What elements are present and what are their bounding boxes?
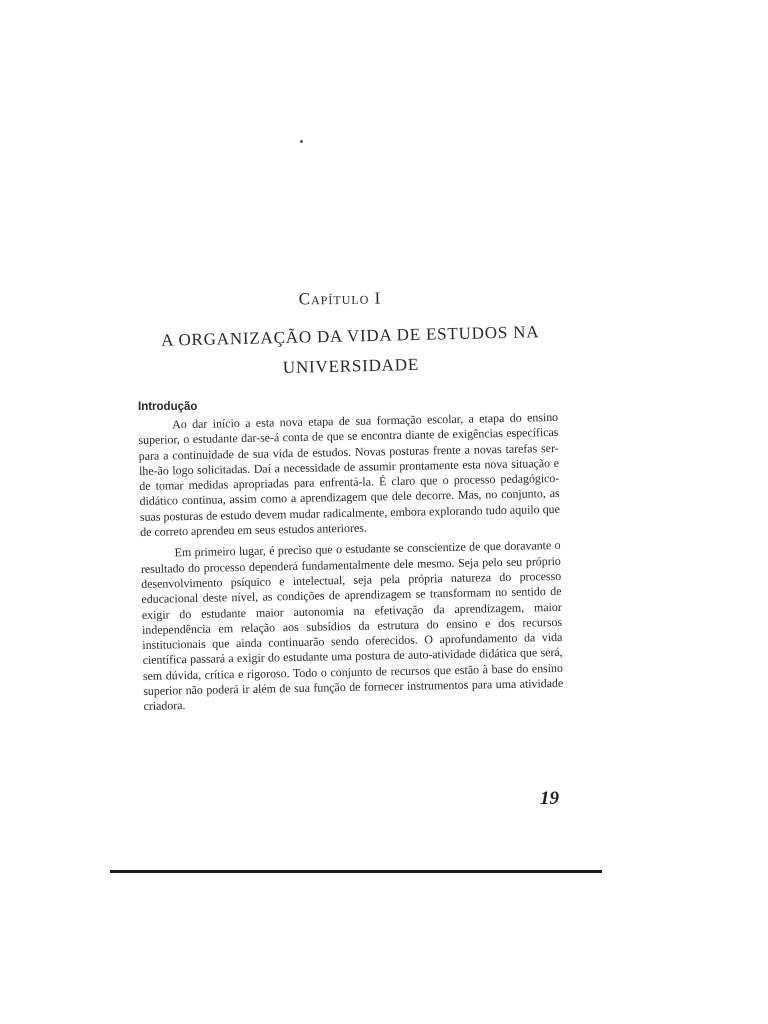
section-heading: Introdução: [138, 401, 198, 413]
chapter-label: Capítulo I: [298, 288, 382, 309]
paragraph-1: Ao dar início a esta nova etapa de sua formação escolar, a etapa do ensino superior, o estudante dar-se-á conta de que se encontra diante de exigências específicas para a continuidade de sua vida de estudos. Novas posturas frente a novas tarefas ser-lhe-ão logo solicitadas. Daí a necessidade de assumir prontamente esta nova situação e de tomar medidas apropriadas para enfrentá-la. É claro que o processo pedagógico-didático continua, assim como a aprendizagem que dele decorre. Mas, no conjunto, as suas posturas de estudo devem mudar radicalmente, embora explorando tudo aquilo que de correto aprendeu em seus estudos anteriores.: [138, 409, 560, 540]
chapter-body: [138, 410, 564, 715]
chapter-title: A ORGANIZAÇÃO DA VIDA DE ESTUDOS NA UNIVERSIDADE: [161, 322, 540, 377]
paragraph-2: Em primeiro lugar, é preciso que o estudante se conscientize de que doravante o resultado do processo dependerá fundamentalmente dele mesmo. Seja pelo seu próprio desenvolvimento psíquico e intelectual, seja pela própria natureza do processo educacional deste nível, as condições de aprendizagem se transformam no sentido de exigir do estudante maior autonomia na efetivação da aprendizagem, maior independência em relação aos subsídios da estrutura do ensino e dos recursos institucionais que ainda continuarão sendo oferecidos. O aprofundamento da vida científica passará a exigir do estudante uma postura de auto-atividade didática que será, sem dúvida, crítica e rigoroso. Todo o conjunto de recursos que estão à base do ensino superior não poderá ir além de sua função de fornecer instrumentos para uma atividade criadora.: [140, 538, 564, 714]
scan-edge-line: [110, 870, 602, 873]
scan-speck: [300, 140, 303, 143]
page-number: 19: [540, 788, 559, 809]
